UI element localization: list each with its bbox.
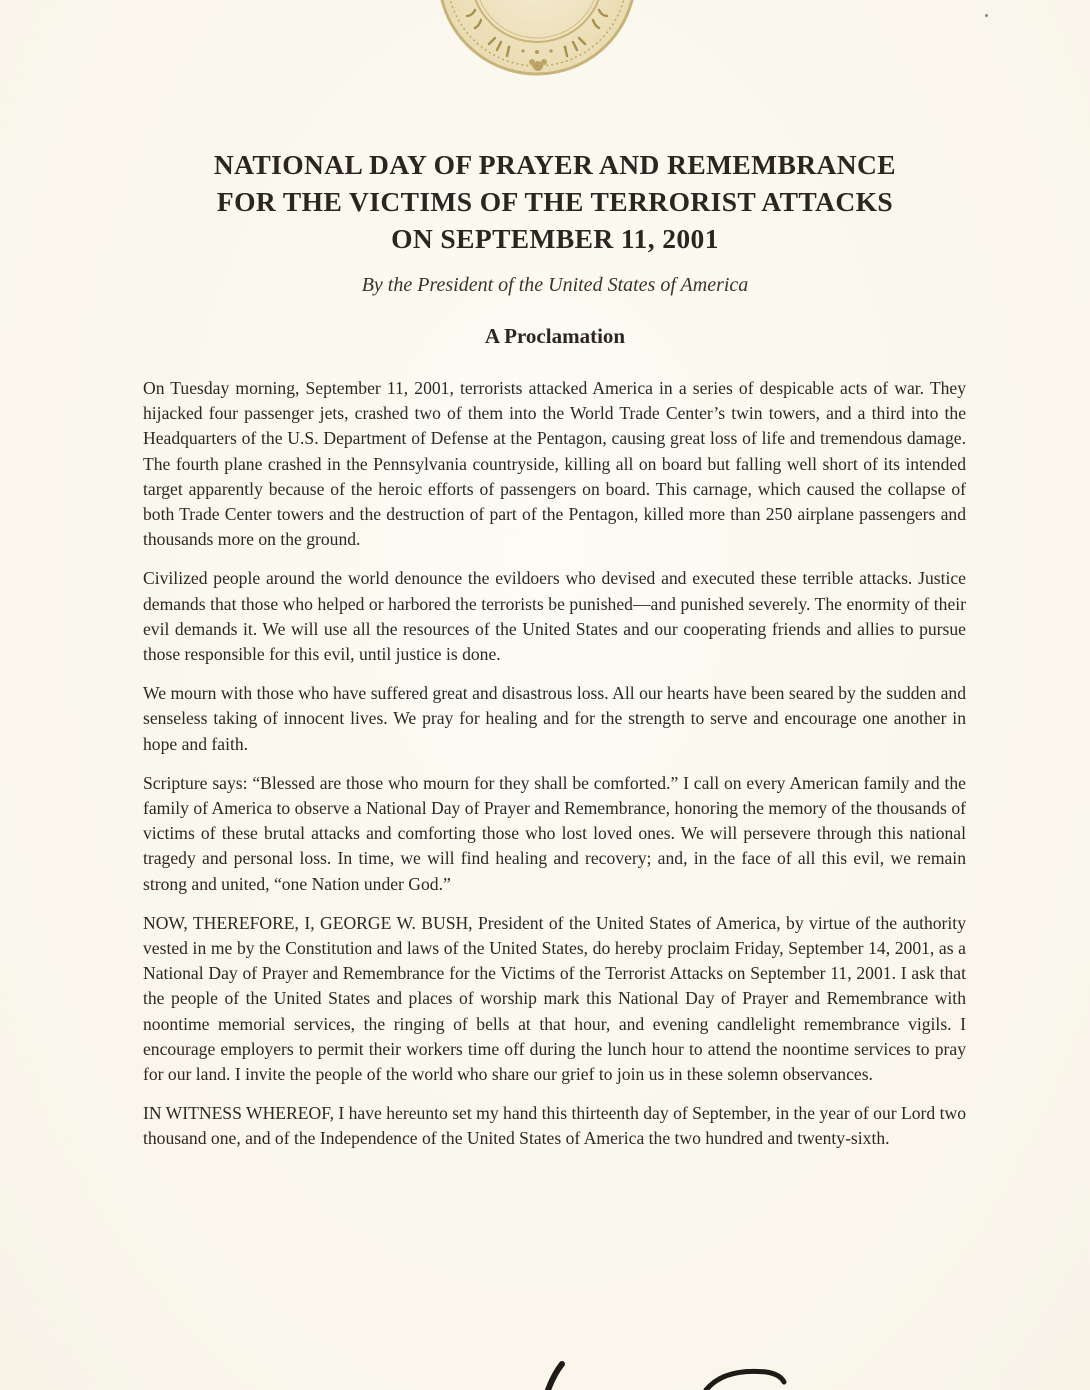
paragraph: IN WITNESS WHEREOF, I have hereunto set my hand this thirteenth day of September, in the year of our Lord two thousand one, and of the Independence of the United States of America the two hundred and twenty-sixth. — [143, 1103, 966, 1149]
paragraph: Civilized people around the world denounce the evildoers who devised and executed these terrible attacks. Justice demands that those who helped or harbored the terrorists be punished—and punished severely. The enormity of their evil demands it. We will use all the resources of the United States and our cooperating friends and allies to pursue those responsible for this evil, until justice is done. — [143, 568, 966, 665]
paragraph: NOW, THEREFORE, I, GEORGE W. BUSH, President of the United States of America, by virtue of the authority vested in me by the Constitution and laws of the United States, do hereby proclaim Friday, September 14, 2001, as a National Day of Prayer and Remembrance for the Victims of the Terrorist Attacks on September 11, 2001. I ask that the people of the United States and places of worship mark this National Day of Prayer and Remembrance with noontime memorial services, the ringing of bells at that hour, and evening candlelight remembrance vigils. I encourage employers to permit their workers time off during the lunch hour to attend the noontime services to pray for our land. I invite the people of the world who share our grief to join us in these solemn observances. — [143, 912, 966, 1085]
paragraph: On Tuesday morning, September 11, 2001, terrorists attacked America in a series of despicable acts of war. They hijacked four passenger jets, crashed two of them into the World Trade Center’s twin towers, and a third into the Headquarters of the U.S. Department of Defense at the Pentagon, causing great loss of life and tremendous damage. The fourth plane crashed in the Pennsylvania countryside, killing all on board but falling well short of its intended target apparently because of the heroic efforts of passengers on board. This carnage, which caused the collapse of both Trade Center towers and the destruction of part of the Pentagon, killed more than 250 airplane passengers and thousands more on the ground. — [143, 378, 966, 550]
byline: By the President of the United States of America — [361, 274, 749, 296]
presidential-seal-icon — [437, 0, 637, 76]
paper-speck — [985, 14, 988, 17]
signature-mark-icon — [0, 1350, 1090, 1390]
title-line: ON SEPTEMBER 11, 2001 — [391, 223, 719, 254]
title-line: NATIONAL DAY OF PRAYER AND REMEMBRANCE — [213, 149, 897, 180]
title-line: FOR THE VICTIMS OF THE TERRORIST ATTACKS — [216, 186, 894, 217]
paragraph: We mourn with those who have suffered great and disastrous loss. All our hearts have been seared by the sudden and senseless taking of innocent lives. We pray for healing and for the strength to serve and encourage one another in hope and faith. — [143, 683, 966, 754]
proclamation-heading: A Proclamation — [484, 324, 626, 348]
proclamation-body — [143, 376, 966, 1166]
paragraph: Scripture says: “Blessed are those who mourn for they shall be comforted.” I call on every American family and the family of America to observe a National Day of Prayer and Remembrance, honoring the memory of the thousands of victims of these brutal attacks and comforting those who lost loved ones. We will persevere through this national tragedy and personal loss. In time, we will find healing and recovery; and, in the face of all this evil, we remain strong and united, “one Nation under God.” — [143, 772, 966, 894]
document-title — [120, 146, 990, 257]
